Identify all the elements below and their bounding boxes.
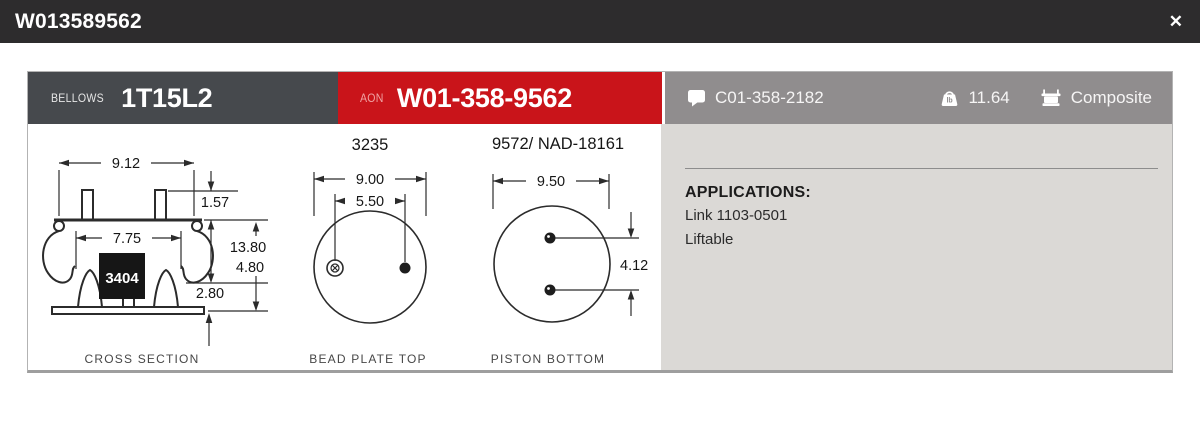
piston-caption: PISTON BOTTOM	[490, 352, 606, 366]
bellows-label: BELLOWS	[51, 91, 104, 105]
aon-part-number: W01-358-9562	[396, 82, 572, 113]
drawings-svg	[28, 124, 661, 370]
technical-drawings	[28, 124, 661, 370]
material	[1040, 88, 1152, 108]
cross-section-part-number: 3404	[105, 270, 139, 287]
weight-icon	[940, 89, 959, 108]
product-card-header	[28, 72, 1172, 124]
cross-reference-value: C01-358-2182	[715, 88, 824, 107]
bellows-value: 1T15L2	[121, 82, 213, 113]
weight-value: 11.64	[968, 88, 1010, 107]
comment-icon	[687, 89, 706, 107]
dim-4-80: 4.80	[235, 260, 265, 276]
dim-5-50: 5.50	[355, 194, 385, 210]
bead-plate-drawing	[309, 136, 427, 366]
application-item: Link 1103-0501	[685, 207, 788, 224]
dim-13-80: 13.80	[229, 240, 267, 256]
applications-divider	[685, 168, 1158, 169]
weight	[940, 88, 1009, 108]
cross-reference	[687, 88, 824, 108]
application-item: Liftable	[685, 231, 734, 248]
bead-plate-part-number: 3235	[351, 136, 389, 154]
meta-segment	[662, 72, 1172, 124]
aon-label: AON	[360, 91, 384, 105]
applications-heading: APPLICATIONS:	[685, 184, 811, 201]
bead-plate-caption: BEAD PLATE TOP	[309, 352, 427, 366]
air-spring-icon	[1040, 89, 1062, 108]
weight-unit: lb	[946, 97, 954, 105]
topbar	[0, 0, 1200, 43]
applications-panel	[661, 124, 1172, 370]
piston-part-number: 9572/ NAD-18161	[491, 135, 625, 153]
piston-drawing	[491, 135, 648, 366]
product-card	[27, 71, 1173, 373]
cross-section-caption: CROSS SECTION	[84, 352, 200, 366]
page-title: W013589562	[15, 9, 142, 33]
dim-9-50: 9.50	[536, 174, 566, 190]
dim-7-75: 7.75	[112, 231, 142, 247]
dim-4-12: 4.12	[620, 258, 649, 274]
product-card-body	[28, 124, 1172, 370]
aon-part-segment	[338, 72, 662, 124]
close-icon[interactable]: ✕	[1168, 12, 1183, 31]
dim-9-00: 9.00	[355, 172, 385, 188]
dim-9-12: 9.12	[111, 156, 141, 172]
bellows-segment	[28, 72, 338, 124]
dim-1-57: 1.57	[200, 195, 230, 211]
cross-section-drawing	[43, 154, 272, 366]
dim-2-80: 2.80	[195, 286, 225, 302]
material-value: Composite	[1070, 88, 1152, 107]
